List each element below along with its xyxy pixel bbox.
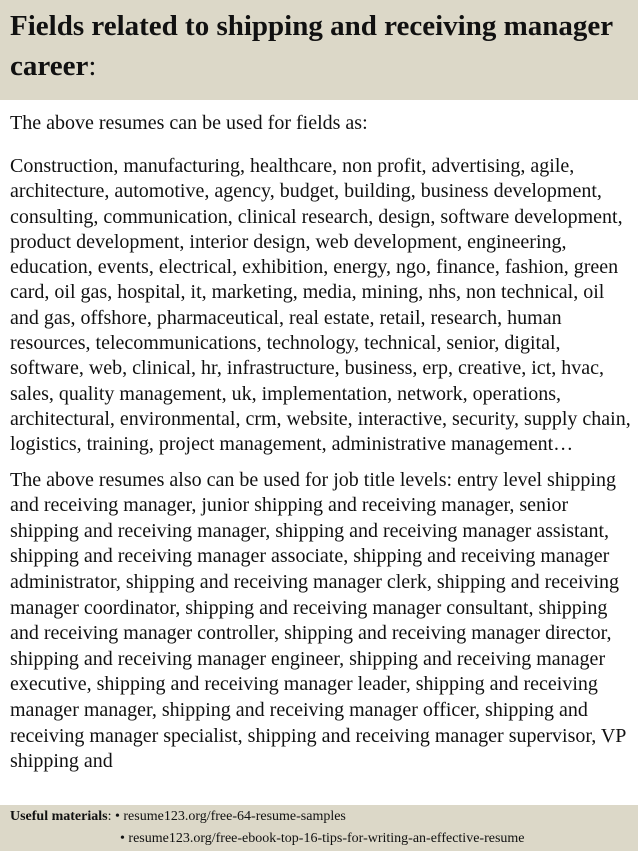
- useful-materials-line: [10, 808, 346, 826]
- main-content: [10, 108, 632, 805]
- page-title-text: Fields related to shipping and receiving manager career: [10, 10, 613, 82]
- resource-link-2[interactable]: • resume123.org/free-ebook-top-16-tips-for-writing-an-effective-resume: [120, 831, 525, 846]
- footer-band: [0, 805, 638, 851]
- useful-materials-label: Useful materials: [10, 809, 108, 824]
- page-title: [10, 6, 630, 86]
- job-levels-paragraph: The above resumes also can be used for job title levels: entry level shipping and receiving manager, junior shipping and receiving manager, senior shipping and receiving manager, shipping and receiving manager assistant, shipping and receiving manager associate, shipping and receiving manager administrator, shipping and receiving manager clerk, shipping and receiving manager coordinator, shipping and receiving manager consultant, shipping and receiving manager controller, shipping and receiving manager director, shipping and receiving manager engineer, shipping and receiving manager executive, shipping and receiving manager leader, shipping and receiving manager manager, shipping and receiving manager officer, shipping and receiving manager specialist, shipping and receiving manager supervisor, VP shipping and: [10, 468, 626, 773]
- resource-link-1[interactable]: • resume123.org/free-64-resume-samples: [114, 809, 346, 824]
- useful-materials-separator: :: [107, 809, 115, 824]
- fields-list: Construction, manufacturing, healthcare, non profit, advertising, agile, architecture, automotive, agency, budget, building, business development, consulting, communication, clinical research, design, software development, product development, interior design, web development, engineering, education, events, electrical, exhibition, energy, ngo, finance, fashion, green card, oil gas, hospital, it, marketing, media, mining, nhs, non technical, oil and gas, offshore, pharmaceutical, real estate, retail, research, human resources, telecommunications, technology, technical, senior, digital, software, web, clinical, hr, infrastructure, business, erp, creative, ict, hvac, sales, quality management, uk, implementation, network, operations, architectural, environmental, crm, website, interactive, security, supply chain, logistics, training, project management, administrative management…: [10, 155, 631, 456]
- header-band: [0, 0, 638, 100]
- intro-text: The above resumes can be used for fields as:: [10, 112, 368, 134]
- page-title-colon: :: [88, 50, 97, 82]
